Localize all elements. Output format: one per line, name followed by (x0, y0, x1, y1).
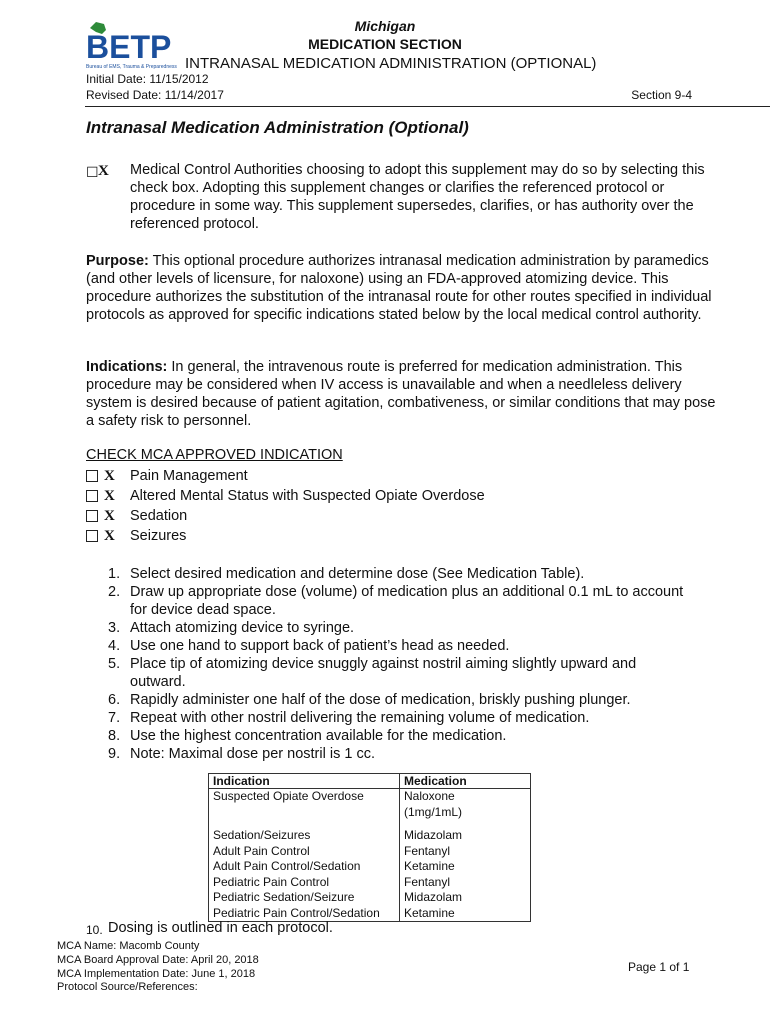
checkbox[interactable] (86, 530, 98, 542)
logo-tagline: Bureau of EMS, Trauma & Preparedness (86, 64, 177, 70)
indication-cell: Pediatric Pain Control/Sedation (209, 906, 400, 922)
purpose-paragraph (86, 252, 718, 324)
document-title: Intranasal Medication Administration (Optional) (86, 118, 469, 137)
indication-cell: Pediatric Sedation/Seizure (209, 890, 400, 906)
checklist-heading: CHECK MCA APPROVED INDICATION (86, 447, 343, 463)
purpose-label: Purpose: (86, 253, 149, 269)
header-divider (85, 106, 770, 107)
step-item (108, 583, 688, 619)
header-state: Michigan (354, 18, 416, 34)
table-row (209, 789, 531, 805)
step-text: Repeat with other nostril delivering the remaining volume of medication. (130, 710, 590, 726)
step-number: 3. (108, 620, 121, 636)
checklist-label: Sedation (130, 508, 188, 524)
step-text: Place tip of atomizing device snuggly against nostril aiming slightly upward and outward. (130, 656, 637, 690)
supplement-text: Medical Control Authorities choosing to adopt this supplement may do so by selecting this check box. Adopting this supplement changes or clarifies the referenced protocol or procedure in some way. This supplement supersedes, clarifies, or has authority over the referenced protocol. (130, 162, 705, 232)
supplement-mark: X (98, 163, 109, 179)
footer-source: Protocol Source/References: (57, 981, 198, 993)
indication-cell: Adult Pain Control/Sedation (209, 859, 400, 875)
step-number: 1. (108, 566, 121, 582)
footer-implementation-date: MCA Implementation Date: June 1, 2018 (57, 968, 256, 980)
indication-cell: Suspected Opiate Overdose (209, 789, 400, 805)
indications-text: In general, the intravenous route is preferred for medication administration. This procedure may be considered when IV access is unavailable and when a needleless delivery system is desired because of patient agitation, combativeness, or similar conditions that may pose a safety risk to personnel. (86, 359, 716, 429)
indication-cell: Adult Pain Control (209, 844, 400, 860)
check-mark: X (104, 528, 115, 544)
step-text: Rapidly administer one half of the dose of medication, briskly pushing plunger. (130, 692, 631, 708)
step-item (108, 709, 688, 727)
check-mark: X (104, 488, 115, 504)
purpose-text: This optional procedure authorizes intranasal medication administration by paramedics (and other levels of licensure, for naloxone) using an FDA-approved atomizing device. This procedure authorizes the substitution of the intranasal route for other routes specified in individual protocols as approved for specific indications stated below by the local medical control authority. (86, 253, 712, 323)
table-header-row (209, 774, 531, 789)
medication-cell: (1mg/1mL) (400, 805, 531, 821)
step-text: Select desired medication and determine dose (See Medication Table). (130, 566, 585, 582)
step-text: Attach atomizing device to syringe. (130, 620, 355, 636)
section-number: Section 9-4 (631, 88, 692, 102)
indications-label: Indications: (86, 359, 168, 375)
step-text: Note: Maximal dose per nostril is 1 cc. (130, 746, 375, 762)
medication-cell: Midazolam (400, 890, 531, 906)
indications-paragraph (86, 358, 718, 430)
step-item (108, 655, 688, 691)
checklist-label: Altered Mental Status with Suspected Opiate Overdose (130, 488, 485, 504)
initial-date: Initial Date: 11/15/2012 (86, 72, 209, 86)
step-text: Dosing is outlined in each protocol. (108, 920, 333, 936)
table-row (209, 875, 531, 891)
step-number: 6. (108, 692, 121, 708)
page-number: Page 1 of 1 (628, 960, 690, 974)
step-item (108, 727, 688, 745)
indication-cell: Pediatric Pain Control (209, 875, 400, 891)
step-item (108, 691, 688, 709)
step-number: 8. (108, 728, 121, 744)
table-row (209, 828, 531, 844)
indication-cell: Sedation/Seizures (209, 828, 400, 844)
step-item (108, 745, 688, 763)
step-item (108, 619, 688, 637)
step-text: Draw up appropriate dose (volume) of medication plus an additional 0.1 mL to account for device dead space. (130, 584, 684, 618)
medication-cell: Ketamine (400, 859, 531, 875)
checkbox[interactable] (86, 490, 98, 502)
footer-board-date: MCA Board Approval Date: April 20, 2018 (57, 954, 259, 966)
logo-text: BETP (86, 29, 172, 65)
checkbox[interactable] (86, 470, 98, 482)
medication-table (208, 773, 531, 922)
table-row (209, 890, 531, 906)
step-number: 2. (108, 584, 121, 600)
medication-cell: Midazolam (400, 828, 531, 844)
medication-cell: Naloxone (400, 789, 531, 805)
check-mark: X (104, 468, 115, 484)
table-spacer-row (209, 820, 531, 828)
indication-cell (209, 805, 400, 821)
table-row (209, 859, 531, 875)
revised-date: Revised Date: 11/14/2017 (86, 88, 224, 102)
medication-cell: Ketamine (400, 906, 531, 922)
column-header-indication: Indication (209, 774, 400, 789)
step-item (108, 565, 688, 583)
column-header-medication: Medication (400, 774, 531, 789)
step-item (108, 637, 688, 655)
footer-mca-name: MCA Name: Macomb County (57, 940, 200, 952)
step-text: Use the highest concentration available for the medication. (130, 728, 507, 744)
supplement-checkbox[interactable]: ☐ (86, 165, 99, 181)
header-section: MEDICATION SECTION (308, 36, 462, 52)
checkbox[interactable] (86, 510, 98, 522)
step-number: 10. (86, 923, 103, 937)
step-number: 7. (108, 710, 121, 726)
table-row (209, 805, 531, 821)
table-row (209, 844, 531, 860)
checklist-label: Seizures (130, 528, 187, 544)
step-number: 5. (108, 656, 121, 672)
procedure-steps (108, 565, 688, 763)
header-title: INTRANASAL MEDICATION ADMINISTRATION (OPTIONAL) (185, 55, 597, 72)
medication-cell: Fentanyl (400, 875, 531, 891)
check-mark: X (104, 508, 115, 524)
step-number: 4. (108, 638, 121, 654)
medication-cell: Fentanyl (400, 844, 531, 860)
checklist-label: Pain Management (130, 468, 248, 484)
step-number: 9. (108, 746, 121, 762)
step-text: Use one hand to support back of patient’s head as needed. (130, 638, 510, 654)
